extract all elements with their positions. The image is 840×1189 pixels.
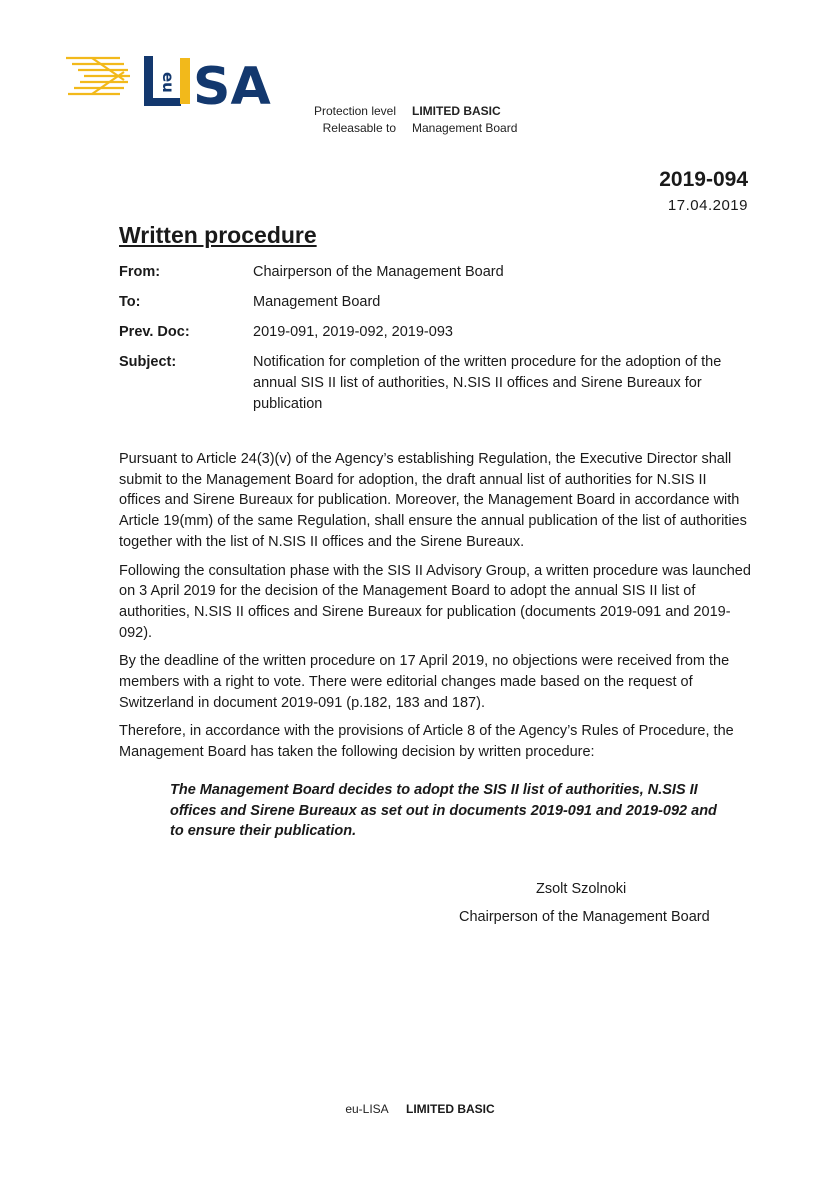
document-date: 17.04.2019 [667, 197, 748, 214]
field-value: Notification for completion of the written procedure for the adoption of the annual SIS II list of authorities, N.SIS II offices and Sirene Bureaux for publication [253, 354, 722, 412]
logo-eu: eu [159, 72, 177, 93]
page-footer [0, 1102, 840, 1116]
eu-lisa-logo [62, 50, 284, 108]
logo-speed-lines [66, 58, 130, 94]
document-body [119, 449, 751, 771]
releasable-row [300, 120, 517, 137]
field-label: To: [119, 294, 141, 310]
field-from [119, 262, 759, 283]
releasable-label: Releasable to [322, 121, 396, 135]
field-label: Subject: [119, 354, 177, 370]
logo-letters-sa: SA [193, 57, 271, 108]
decision-text: The Management Board decides to adopt the SIS II list of authorities, N.SIS II offices and Sirene Bureaux as set out in documents 2019-091 and 2019-092 and to ensure their publication. [170, 782, 717, 839]
document-number: 2019-094 [659, 168, 748, 191]
body-paragraph: Therefore, in accordance with the provisions of Article 8 of the Agency’s Rules of Procedure, the Management Board has taken the following decision by written procedure: [119, 723, 734, 761]
protection-label: Protection level [313, 104, 396, 118]
signatory-name: Zsolt Szolnoki [536, 881, 627, 897]
field-value: 2019-091, 2019-092, 2019-093 [253, 324, 453, 340]
field-label: From: [119, 264, 161, 280]
field-value: Chairperson of the Management Board [253, 264, 504, 280]
body-paragraph: Following the consultation phase with the SIS II Advisory Group, a written procedure was launched on 3 April 2019 for the decision of the Management Board to adopt the annual SIS II list of authorities, N.SIS II offices and Sirene Bureaux for publication (documents 2019-091 and 2019-092). [119, 562, 751, 641]
field-subject [119, 352, 759, 415]
releasable-value: Management Board [412, 121, 518, 135]
field-value: Management Board [253, 294, 381, 310]
logo-letter-i [180, 58, 190, 104]
protection-value: LIMITED BASIC [412, 104, 501, 118]
body-paragraph: By the deadline of the written procedure on 17 April 2019, no objections were received from the members with a right to vote. There were editorial changes made based on the request of Switzerland in document 2019-091 (p.182, 183 and 187). [119, 653, 730, 711]
signatory-role: Chairperson of the Management Board [459, 909, 710, 925]
field-to [119, 292, 759, 313]
footer-protection-level: LIMITED BASIC [406, 1102, 495, 1116]
document-title: Written procedure [119, 222, 317, 248]
header-fields [119, 262, 759, 424]
field-label: Prev. Doc: [119, 324, 190, 340]
footer-org: eu-LISA [345, 1102, 389, 1116]
header-meta [300, 103, 517, 137]
field-prev-doc [119, 322, 759, 343]
body-paragraph: Pursuant to Article 24(3)(v) of the Agency’s establishing Regulation, the Executive Director shall submit to the Management Board for adoption, the draft annual list of authorities for N.SIS II offices and Sirene Bureaux for publication. Moreover, the Management Board in accordance with Article 19(mm) of the same Regulation, shall ensure the annual publication of the list of authorities together with the list of N.SIS II offices and the Sirene Bureaux. [119, 451, 747, 550]
protection-row [300, 103, 517, 120]
